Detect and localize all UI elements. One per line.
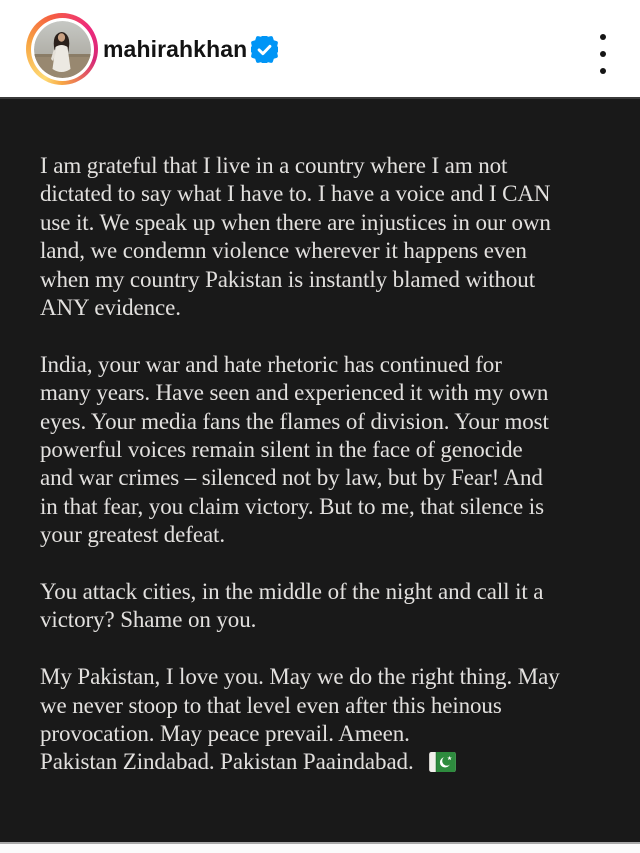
post-text-line: powerful voices remain silent in the face of genocide (40, 437, 523, 463)
post-text-line: ANY evidence. (40, 295, 181, 321)
post-text-line: use it. We speak up when there are injustices in our own (40, 209, 551, 235)
post-text-line: I am grateful that I live in a country where I am not (40, 153, 508, 178)
post-paragraph (40, 578, 610, 635)
kebab-dot (600, 51, 606, 57)
story-ring[interactable] (26, 13, 98, 85)
post-text-line: many years. Have seen and experienced it with my own (40, 380, 549, 406)
avatar[interactable] (34, 21, 91, 78)
post-text-line: and war crimes – silenced not by law, but by Fear! And (40, 465, 543, 491)
post-text-line: land, we condemn violence wherever it happens even (40, 238, 527, 264)
post-text-line: India, your war and hate rhetoric has continued for (40, 351, 502, 377)
post-paragraph (40, 152, 610, 322)
post-text-line: dictated to say what I have to. I have a voice and I CAN (40, 181, 551, 207)
verified-badge-icon (251, 36, 278, 63)
post-paragraph (40, 663, 610, 777)
post-text-line: we never stoop to that level even after this heinous (40, 692, 502, 718)
post-text-line: your greatest defeat. (40, 522, 225, 548)
pakistan-flag-emoji (429, 752, 456, 772)
post-text-line: provocation. May peace prevail. Ameen. (40, 721, 410, 747)
post-text-image[interactable] (0, 97, 640, 842)
post-text-line: You attack cities, in the middle of the night and call it a (40, 579, 544, 605)
post-text-line: Pakistan Zindabad. Pakistan Paaindabad. (40, 748, 610, 776)
post-text-line: My Pakistan, I love you. May we do the right thing. May (40, 664, 560, 690)
post-text-line: eyes. Your media fans the flames of division. Your most (40, 408, 549, 434)
page-background-below-image (0, 842, 640, 853)
username[interactable]: mahirahkhan (103, 36, 248, 62)
post-paragraph (40, 351, 610, 550)
more-options-button[interactable] (596, 34, 610, 74)
post-header (0, 0, 640, 97)
post-text-line: victory? Shame on you. (40, 607, 257, 633)
avatar-ring-gap (31, 18, 94, 81)
post-text-line: when my country Pakistan is instantly blamed without (40, 266, 535, 292)
kebab-dot (600, 68, 606, 74)
kebab-dot (600, 34, 606, 40)
post-text-line: in that fear, you claim victory. But to me, that silence is (40, 493, 544, 519)
